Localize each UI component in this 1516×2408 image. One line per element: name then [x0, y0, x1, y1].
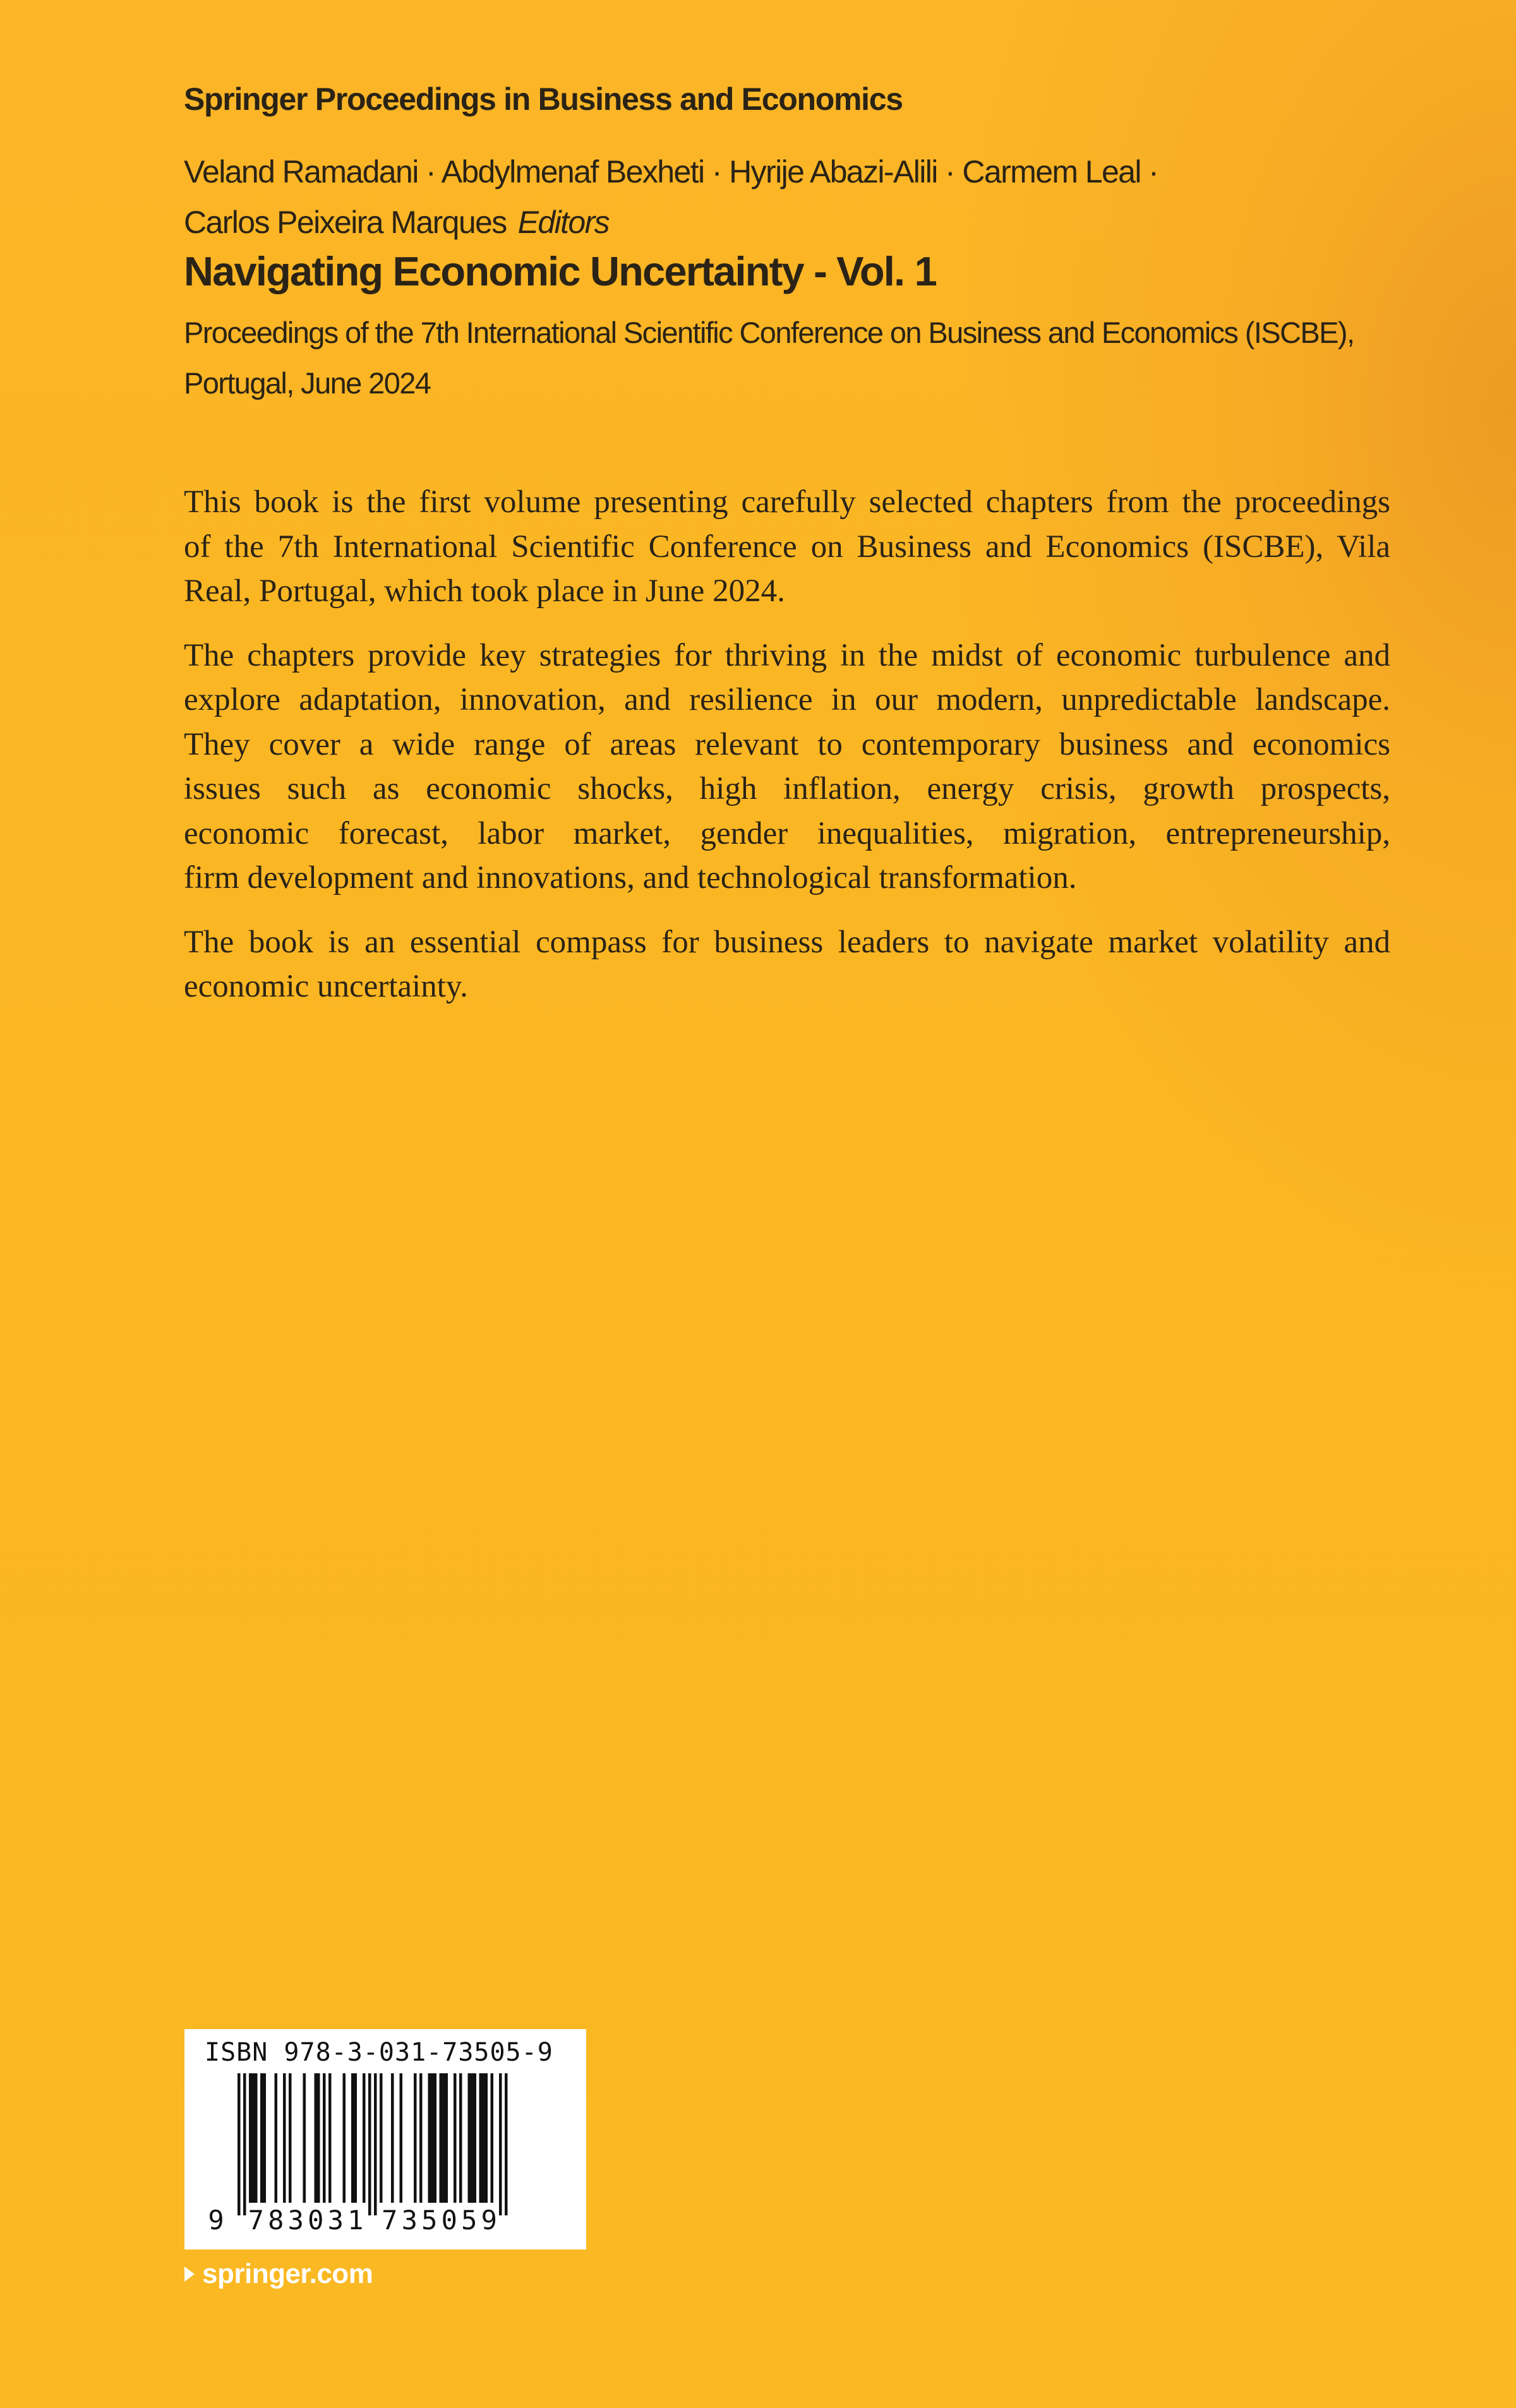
- description-line: explore adaptation, innovation, and resilience in our modern, unpredictable landscape.: [184, 682, 1390, 717]
- barcode-bar: [328, 2073, 332, 2203]
- barcode-bar: [343, 2073, 346, 2203]
- description-line: of the 7th International Scientific Conference on Business and Economics (ISCBE), Vila: [184, 529, 1390, 565]
- barcode-bar: [459, 2073, 462, 2203]
- series-title: Springer Proceedings in Business and Economics: [184, 81, 903, 117]
- editors-role: Editors: [517, 205, 610, 240]
- barcode-digit: 7: [382, 2205, 398, 2236]
- description-line: The book is an essential compass for business leaders to navigate market volatility and: [184, 924, 1390, 960]
- description-line: economic forecast, labor market, gender inequalities, migration, entrepreneurship,: [184, 815, 1390, 851]
- barcode-digit: 3: [327, 2205, 344, 2236]
- barcode-bar: [428, 2073, 431, 2203]
- description-line: Real, Portugal, which took place in June 2024.: [184, 573, 785, 609]
- barcode-bar: [442, 2073, 445, 2203]
- website-label: springer.com: [202, 2258, 373, 2289]
- barcode-bar: [414, 2073, 417, 2203]
- barcode-bar: [317, 2073, 320, 2203]
- barcode-digit: 0: [308, 2205, 324, 2236]
- barcode-bar: [485, 2073, 488, 2203]
- barcode-bar: [454, 2073, 457, 2203]
- barcode-bar: [249, 2073, 252, 2203]
- barcode-bar: [374, 2073, 377, 2215]
- barcode-bar: [440, 2073, 443, 2203]
- editors-line-1: Veland Ramadani · Abdylmenaf Bexheti · Hyrije Abazi-Alili · Carmem Leal ·: [184, 154, 1158, 189]
- barcode-bar: [499, 2073, 502, 2215]
- barcode-bar: [283, 2073, 286, 2203]
- barcode-bar: [315, 2073, 318, 2203]
- springer-website-link[interactable]: [184, 2258, 373, 2290]
- barcode-digit: 8: [268, 2205, 284, 2236]
- description-line: They cover a wide range of areas relevant to contemporary business and economics: [184, 726, 1390, 762]
- barcode-bar: [400, 2073, 403, 2203]
- barcode-bar: [391, 2073, 394, 2203]
- barcode-bar: [243, 2073, 246, 2215]
- barcode-digit: 5: [461, 2205, 478, 2236]
- barcode-digit: 1: [347, 2205, 364, 2236]
- barcode-bar: [255, 2073, 258, 2203]
- arrow-right-icon: [184, 2267, 195, 2282]
- barcode-digit: 5: [421, 2205, 438, 2236]
- description-line: The chapters provide key strategies for thriving in the midst of economic turbulence and: [184, 637, 1390, 673]
- book-subtitle: [184, 308, 1416, 409]
- barcode-bar: [505, 2073, 508, 2215]
- subtitle-line-1: Proceedings of the 7th International Scientific Conference on Business and Economics (ISCBE),: [184, 316, 1354, 349]
- editors-list: [184, 147, 1416, 248]
- isbn-barcode: [184, 2029, 586, 2249]
- barcode-bar: [263, 2073, 267, 2203]
- barcode-digits: [208, 2205, 497, 2236]
- book-title: Navigating Economic Uncertainty - Vol. 1: [184, 248, 936, 294]
- barcode-bar: [368, 2073, 371, 2215]
- editor-name: Carlos Peixeira Marques: [184, 205, 507, 240]
- barcode-bar: [431, 2073, 434, 2203]
- description-line: issues such as economic shocks, high inflation, energy crisis, growth prospects,: [184, 771, 1390, 806]
- editors-line-2: [184, 197, 1416, 248]
- barcode-bar: [434, 2073, 437, 2203]
- barcode-bar: [474, 2073, 477, 2203]
- barcode-digit: 0: [441, 2205, 457, 2236]
- description-paragraph-1: [184, 480, 1390, 614]
- description-line: economic uncertainty.: [184, 969, 468, 1004]
- barcode-bar: [380, 2073, 383, 2203]
- description-line: firm development and innovations, and technological transformation.: [184, 860, 1077, 896]
- barcode-bar: [479, 2073, 483, 2203]
- barcode-bar: [363, 2073, 366, 2203]
- subtitle-line-2: Portugal, June 2024: [184, 366, 431, 400]
- barcode-bar: [238, 2073, 241, 2215]
- barcode-digit: 3: [401, 2205, 418, 2236]
- barcode-digit: 9: [208, 2205, 224, 2236]
- book-description: [184, 480, 1390, 1029]
- barcode-bar: [303, 2073, 306, 2203]
- description-paragraph-2: [184, 633, 1390, 901]
- description-line: This book is the first volume presenting carefully selected chapters from the proceedings: [184, 484, 1390, 520]
- barcode-bar: [354, 2073, 358, 2203]
- description-paragraph-3: [184, 920, 1390, 1009]
- barcode-bar: [482, 2073, 485, 2203]
- barcode-bar: [323, 2073, 326, 2203]
- barcode-bar: [471, 2073, 474, 2203]
- barcode-bar: [419, 2073, 423, 2203]
- barcode-bar: [445, 2073, 448, 2203]
- barcode-digit: 7: [248, 2205, 264, 2236]
- isbn-label: ISBN 978-3-031-73505-9: [205, 2038, 553, 2067]
- barcode-bar: [260, 2073, 263, 2203]
- barcode-bar: [491, 2073, 494, 2203]
- barcode-digit: 3: [287, 2205, 304, 2236]
- barcode-bar: [289, 2073, 292, 2203]
- barcode-bar: [275, 2073, 278, 2203]
- barcode-digit: 9: [481, 2205, 497, 2236]
- barcode-bar: [468, 2073, 471, 2203]
- barcode-bars: [238, 2073, 508, 2215]
- barcode-bar: [252, 2073, 255, 2203]
- barcode-bar: [351, 2073, 354, 2203]
